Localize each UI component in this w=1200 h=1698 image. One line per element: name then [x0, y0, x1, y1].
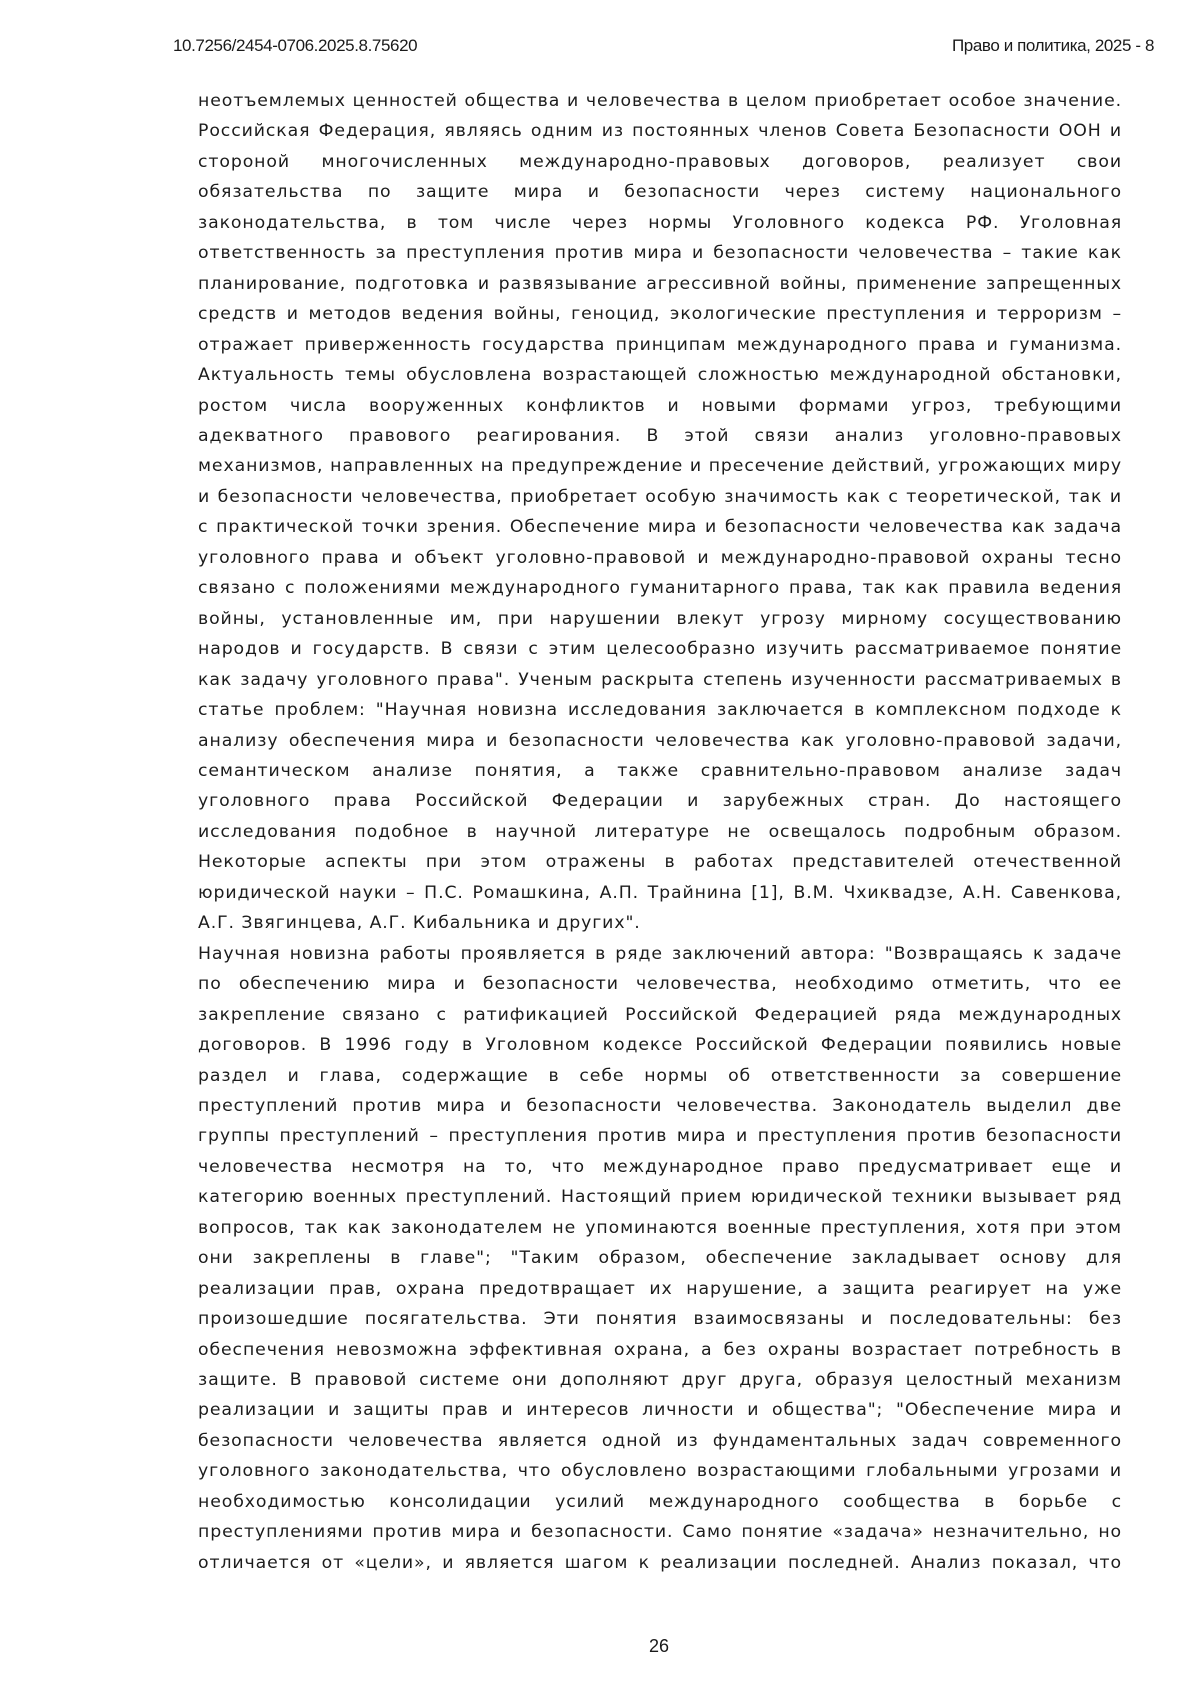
paragraph-1: неотъемлемых ценностей общества и человечества в целом приобретает особое значение. Российская Федерация, являясь одним из постоянных членов Совета Безопасности ООН и стороной многочисленных международно-правовых договоров, реализует свои обязательства по защите мира и безопасности через систему национального законодательства, в том числе через нормы Уголовного кодекса РФ. Уголовная ответственность за преступления против мира и безопасности человечества – такие как планирование, подготовка и развязывание агрессивной войны, применение запрещенных средств и методов ведения войны, геноцид, экологические преступления и терроризм – отражает приверженность государства принципам международного права и гуманизма. Актуальность темы обусловлена возрастающей сложностью международной обстановки, ростом числа вооруженных конфликтов и новыми формами угроз, требующими адекватного правового реагирования. В этой связи анализ уголовно-правовых механизмов, направленных на предупреждение и пресечение действий, угрожающих миру и безопасности человечества, приобретает особую значимость как с теоретической, так и с практической точки зрения. Обеспечение мира и безопасности человечества как задача уголовного права и объект уголовно-правовой и международно-правовой охраны тесно связано с положениями международного гуманитарного права, так как правила ведения войны, установленные им, при нарушении влекут угрозу мирному сосуществованию народов и государств. В связи с этим целесообразно изучить рассматриваемое понятие как задачу уголовного права". Ученым раскрыта степень изученности рассматриваемых в статье проблем: "Научная новизна исследования заключается в комплексном подходе к анализу обеспечения мира и безопасности человечества как уголовно-правовой задачи, семантическом анализе понятия, а также сравнительно-правовом анализе задач уголовного права Российской Федерации и зарубежных стран. До настоящего исследования подобное в научной литературе не освещалось подробным образом. Некоторые аспекты при этом отражены в работах представителей отечественной юридической науки – П.С. Ромашкина, А.П. Трайнина [1], В.М. Чхиквадзе, А.Н. Савенкова, А.Г. Звягинцева, А.Г. Кибальника и других".: [198, 86, 1122, 939]
doi-label: 10.7256/2454-0706.2025.8.75620: [173, 36, 417, 56]
page-number: 26: [0, 1636, 1200, 1657]
article-body: [198, 86, 1122, 1578]
paragraph-2: Научная новизна работы проявляется в ряде заключений автора: "Возвращаясь к задаче по обеспечению мира и безопасности человечества, необходимо отметить, что ее закрепление связано с ратификацией Российской Федерацией ряда международных договоров. В 1996 году в Уголовном кодексе Российской Федерации появились новые раздел и глава, содержащие в себе нормы об ответственности за совершение преступлений против мира и безопасности человечества. Законодатель выделил две группы преступлений – преступления против мира и преступления против безопасности человечества несмотря на то, что международное право предусматривает еще и категорию военных преступлений. Настоящий прием юридической техники вызывает ряд вопросов, так как законодателем не упоминаются военные преступления, хотя при этом они закреплены в главе"; "Таким образом, обеспечение закладывает основу для реализации прав, охрана предотвращает их нарушение, а защита реагирует на уже произошедшие посягательства. Эти понятия взаимосвязаны и последовательны: без обеспечения невозможна эффективная охрана, а без охраны возрастает потребность в защите. В правовой системе они дополняют друг друга, образуя целостный механизм реализации и защиты прав и интересов личности и общества"; "Обеспечение мира и безопасности человечества является одной из фундаментальных задач современного уголовного законодательства, что обусловлено возрастающими глобальными угрозами и необходимостью консолидации усилий международного сообщества в борьбе с преступлениями против мира и безопасности. Само понятие «задача» незначительно, но отличается от «цели», и является шагом к реализации последней. Анализ показал, что: [198, 939, 1122, 1579]
page-header: [173, 36, 1154, 62]
journal-label: Право и политика, 2025 - 8: [952, 36, 1154, 56]
